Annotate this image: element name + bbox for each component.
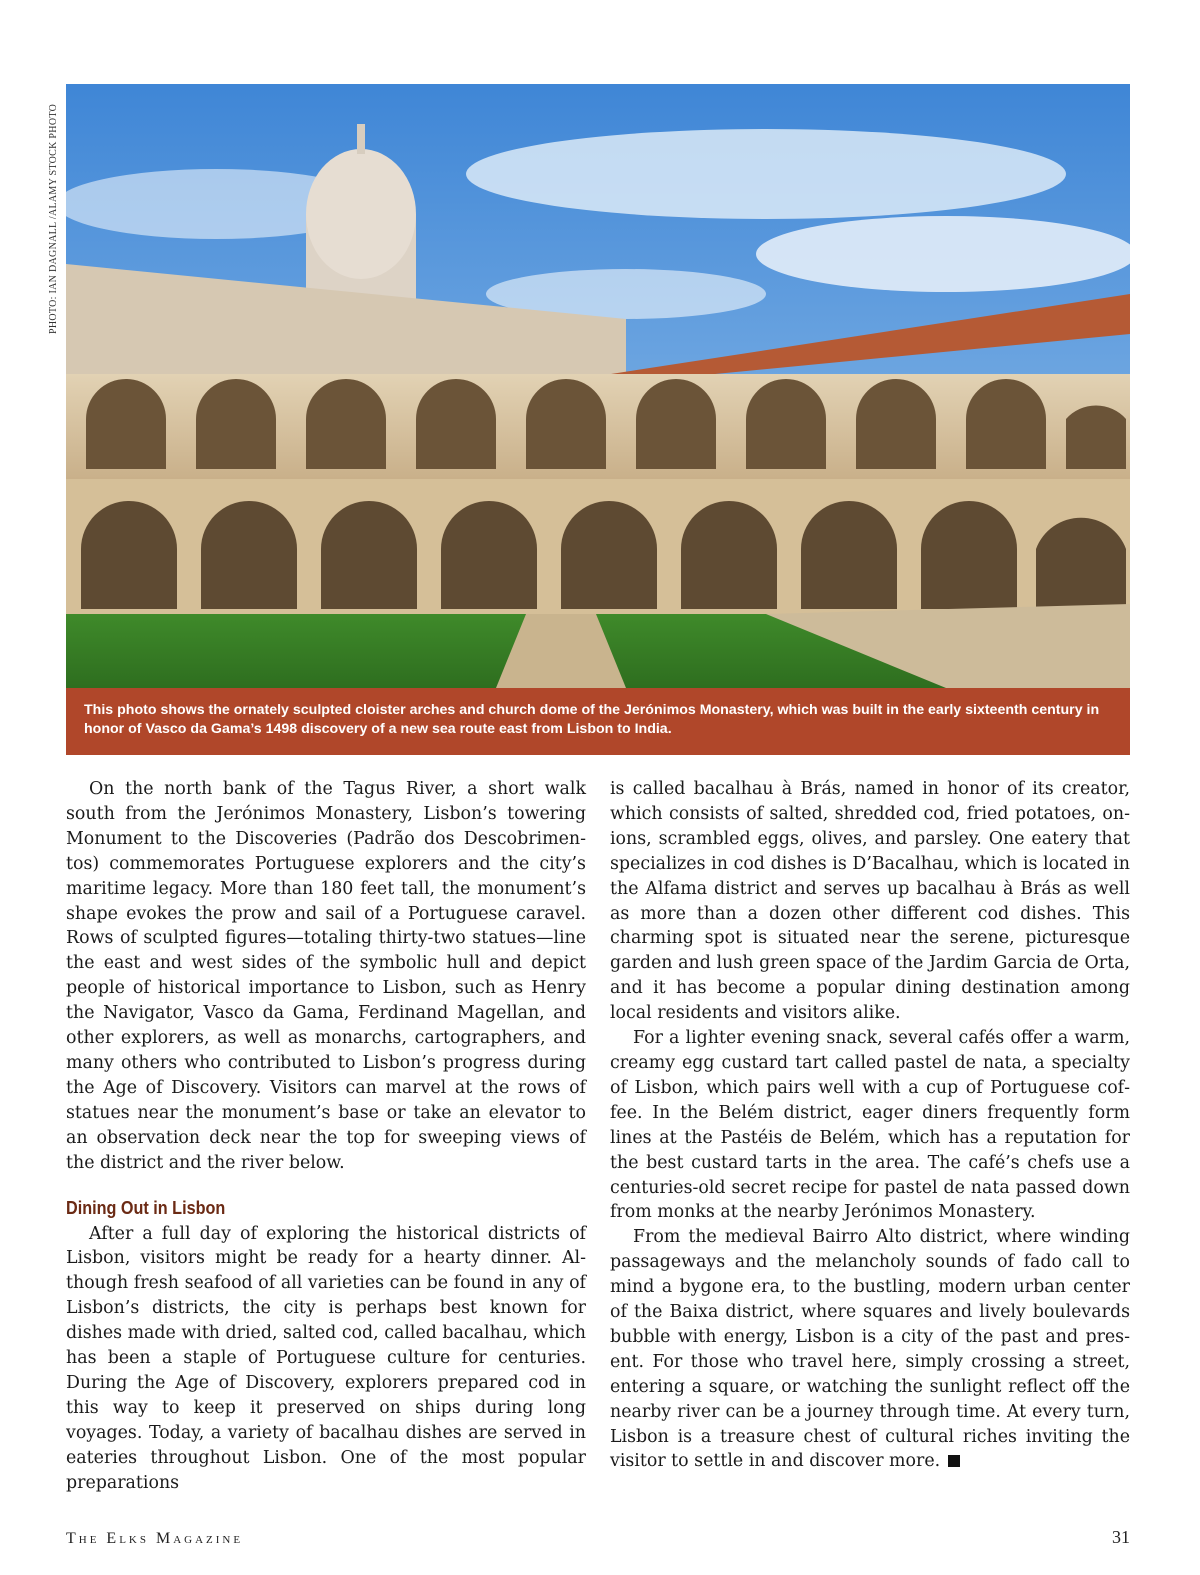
section-heading: Dining Out in Lisbon [66,1197,226,1218]
photo-credit: PHOTO: IAN DAGNALL /ALAMY STOCK PHOTO [48,103,59,334]
article-paragraph-final [610,1225,1130,1474]
monastery-photo [66,84,1130,688]
article-paragraph: For a lighter evening snack, several cafés offer a warm, creamy egg custard tart called pastel de nata, a specialty of Lisbon, which pairs well with a cup of Portuguese coffee. In the Belém district, eager diners frequently form lines at the Pastéis de Belém, which has a reputation for the best custard tarts in the area. The café’s chefs use a centuries-old secret recipe for pastel de nata passed down from monks at the nearby Jerónimos Monastery. [610,1028,1130,1223]
cloister-illustration [66,84,1130,688]
page-number: 31 [1112,1527,1130,1547]
article-column-right [610,777,1130,1474]
article-column-left [66,777,586,1495]
article-paragraph: After a full day of exploring the historical districts of Lisbon, visitors might be ready for a hearty dinner. Although fresh seafood of all varieties can be found in any of Lisbon’s districts, the city is perhaps best known for dishes made with dried, salted cod, called bacalhau, which has been a staple of Portuguese culture for centuries. During the Age of Discovery, explorers prepared cod in this way to keep it preserved on ships during long voyages. Today, a variety of bacalhau dishes are served in eateries throughout Lisbon. One of the most popular preparations [66,1223,586,1493]
article-paragraph: is called bacalhau à Brás, named in honor of its creator, which consists of salted, shredded cod, fried potatoes, onions, scrambled eggs, olives, and parsley. One eatery that specializes in cod dishes is D’Bacalhau, which is located in the Alfama district and serves up bacalhau à Brás as well as more than a dozen other different cod dishes. This charming spot is situated near the serene, picturesque garden and lush green space of the Jardim Garcia de Orta, and it has become a popular dining destination among local residents and visitors alike. [610,779,1130,1024]
photo-caption: This photo shows the ornately sculpted cloister arches and church dome of the Jerónimos Monastery, which was built in the early sixteenth century in honor of Vasco da Gama’s 1498 discovery of a new sea route east from Lisbon to India. [66,688,1130,755]
end-mark-icon [948,1455,960,1467]
article-paragraph: On the north bank of the Tagus River, a short walk south from the Jerónimos Monastery, Lisbon’s towering Monument to the Discoveries (Padrão dos Descobrimentos) commemorates Portuguese explorers and the city’s maritime legacy. More than 180 feet tall, the monument’s shape evokes the prow and sail of a Portuguese caravel. Rows of sculpted figures—totaling thirty-two statues—line the east and west sides of the symbolic hull and depict people of historical importance to Lisbon, such as Henry the Navigator, Vasco da Gama, Ferdinand Magellan, and other explorers, as well as monarchs, cartographers, and many others who contributed to Lisbon’s progress during the Age of Discovery. Visitors can marvel at the rows of statues near the monument’s base or take an elevator to an observation deck near the top for sweeping views of the district and the river below. [66,779,586,1173]
article-paragraph-text: From the medieval Bairro Alto district, where winding passageways and the melancholy sounds of fado call to mind a bygone era, to the bustling, modern urban center of the Baixa district, where squares and lively boulevards bubble with energy, Lisbon is a city of the past and present. For those who travel here, simply crossing a street, entering a square, or watching the sunlight reflect off the nearby river can be a journey through time. At every turn, Lisbon is a treasure chest of cultural riches inviting the visitor to settle in and discover more. [610,1227,1130,1472]
magazine-name: The Elks Magazine [66,1530,244,1547]
